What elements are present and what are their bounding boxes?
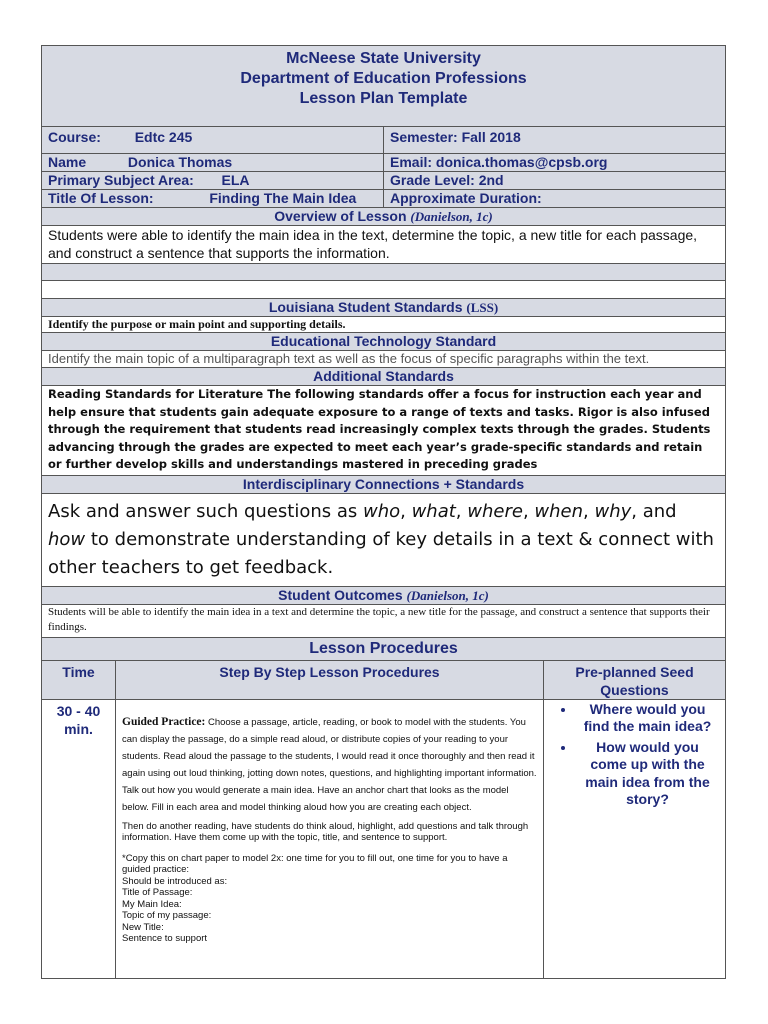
subject-label: Primary Subject Area: — [48, 172, 194, 188]
lss-heading — [42, 299, 726, 317]
document-header — [42, 46, 726, 127]
guided-practice-label: Guided Practice: — [122, 715, 206, 728]
q-when: when — [534, 500, 584, 522]
col-time-header: Time — [42, 660, 116, 699]
blank-row — [42, 264, 726, 281]
outcomes-heading-ref: (Danielson, 1c) — [406, 587, 489, 603]
department-name: Department of Education Professions — [240, 70, 527, 87]
semester-cell — [384, 127, 726, 154]
chart-line: Topic of my passage: — [122, 910, 212, 921]
second-reading-paragraph: Then do another reading, have students do think aloud, highlight, add questions and talk through information. Have them come up with the topic, title, and sentence to support. — [122, 820, 529, 843]
university-name: McNeese State University — [286, 50, 481, 67]
semester-label: Semester: — [390, 129, 458, 145]
chart-line: Sentence to support — [122, 933, 208, 944]
and-word: and — [642, 500, 677, 522]
email-cell — [384, 154, 726, 172]
name-label: Name — [48, 154, 87, 170]
outcomes-text: Students will be able to identify the main idea in a text and determine the topic, a new title for the passage, and construct a sentence that supports their findings. — [42, 604, 726, 637]
course-cell — [42, 127, 384, 154]
chart-paper-instructions — [122, 853, 537, 945]
chart-line: My Main Idea: — [122, 898, 182, 910]
course-label: Course: — [48, 129, 101, 145]
time-cell: 30 - 40 min. — [42, 699, 116, 978]
grade-value: 2nd — [478, 172, 504, 188]
duration-label: Approximate Duration: — [390, 190, 542, 206]
course-value: Edtc 245 — [134, 129, 193, 145]
q-why: why — [594, 500, 632, 522]
grade-label: Grade Level: — [390, 172, 475, 188]
additional-heading: Additional Standards — [42, 368, 726, 386]
inter-text-start: Ask and answer such questions as — [48, 500, 363, 522]
lesson-title-cell — [42, 190, 384, 208]
chart-line: New Title: — [122, 921, 164, 933]
subject-value: ELA — [221, 172, 250, 188]
seed-question: • How would you come up with the main idea from the story? — [576, 739, 719, 809]
template-title: Lesson Plan Template — [299, 90, 468, 107]
blank-row — [42, 281, 726, 299]
lesson-plan-table — [41, 45, 726, 979]
overview-heading — [42, 208, 726, 226]
overview-heading-ref: (Danielson, 1c) — [410, 209, 493, 224]
outcomes-heading-text: Student Outcomes — [278, 586, 403, 603]
overview-text: Students were able to identify the main idea in the text, determine the topic, a new title for each passage, and construct a sentence that supports the information. — [42, 226, 726, 264]
duration-cell — [384, 190, 726, 208]
name-cell — [42, 154, 384, 172]
procedures-heading: Lesson Procedures — [42, 637, 726, 660]
chart-line: *Copy this on chart paper to model 2x: one time for you to fill out, one time for you to have a guided practice: — [122, 852, 508, 875]
col-steps-header: Step By Step Lesson Procedures — [116, 660, 544, 699]
ets-heading: Educational Technology Standard — [42, 333, 726, 351]
name-value: Donica Thomas — [127, 154, 233, 170]
lesson-title-value: Finding The Main Idea — [209, 190, 357, 206]
q-who: who — [362, 500, 401, 522]
additional-text: Reading Standards for Literature The following standards offer a focus for instruction each year and help ensure that students gain adequate exposure to a range of texts and tasks. Rigor is also infused through the requirement that students read increasingly complex texts through the grades. Students advancing through the grades are expected to meet each year’s grade-specific standards and retain or further develop skills and understandings mastered in preceding grades — [42, 386, 726, 476]
seed-questions-cell — [544, 699, 726, 978]
subject-cell — [42, 172, 384, 190]
grade-cell — [384, 172, 726, 190]
col-seed-header: Pre-planned Seed Questions — [544, 660, 726, 699]
guided-practice-paragraph — [122, 714, 537, 816]
guided-practice-text: Choose a passage, article, reading, or book to model with the students. You can display the passage, do a simple read aloud, or distribute copies of your reading to your students. Read aloud the passage to the students, I would read it once thoroughly and then read it again using out loud thinking, jotting down notes, questions, and highlighting important information. Talk out how you would generate a main idea. Have an anchor chart that looks as the model below. Fill in each area and model thinking aloud how you are creating each object. — [122, 716, 537, 813]
lesson-title-label: Title Of Lesson: — [48, 190, 154, 206]
interdisciplinary-heading: Interdisciplinary Connections + Standards — [42, 475, 726, 493]
email-label: Email: — [390, 154, 433, 170]
inter-text-end: to demonstrate understanding of key details in a text & connect with other teachers to get feedback. — [48, 528, 714, 578]
seed-questions-list — [550, 701, 719, 809]
semester-value: Fall 2018 — [461, 129, 521, 145]
steps-cell — [116, 699, 544, 978]
lesson-plan-document — [41, 45, 725, 979]
overview-heading-text: Overview of Lesson — [274, 208, 407, 224]
q-what: what — [411, 500, 456, 522]
chart-line: Should be introduced as: — [122, 875, 228, 887]
lss-text: Identify the purpose or main point and supporting details. — [42, 317, 726, 333]
outcomes-heading — [42, 586, 726, 604]
seed-question: • Where would you find the main idea? — [576, 701, 719, 736]
ets-text: Identify the main topic of a multiparagraph text as well as the focus of specific paragraphs within the text. — [42, 351, 726, 368]
email-value: donica.thomas@cpsb.org — [435, 154, 608, 170]
lss-heading-ref: (LSS) — [466, 300, 499, 315]
chart-line: Title of Passage: — [122, 887, 193, 898]
q-where: where — [467, 500, 523, 522]
q-how: how — [48, 528, 86, 550]
lss-heading-text: Louisiana Student Standards — [268, 299, 463, 315]
interdisciplinary-text: Ask and answer such questions as who, what, where, when, why, and how to demonstrate understanding of key details in a text & connect with other teachers to get feedback. — [42, 493, 726, 586]
